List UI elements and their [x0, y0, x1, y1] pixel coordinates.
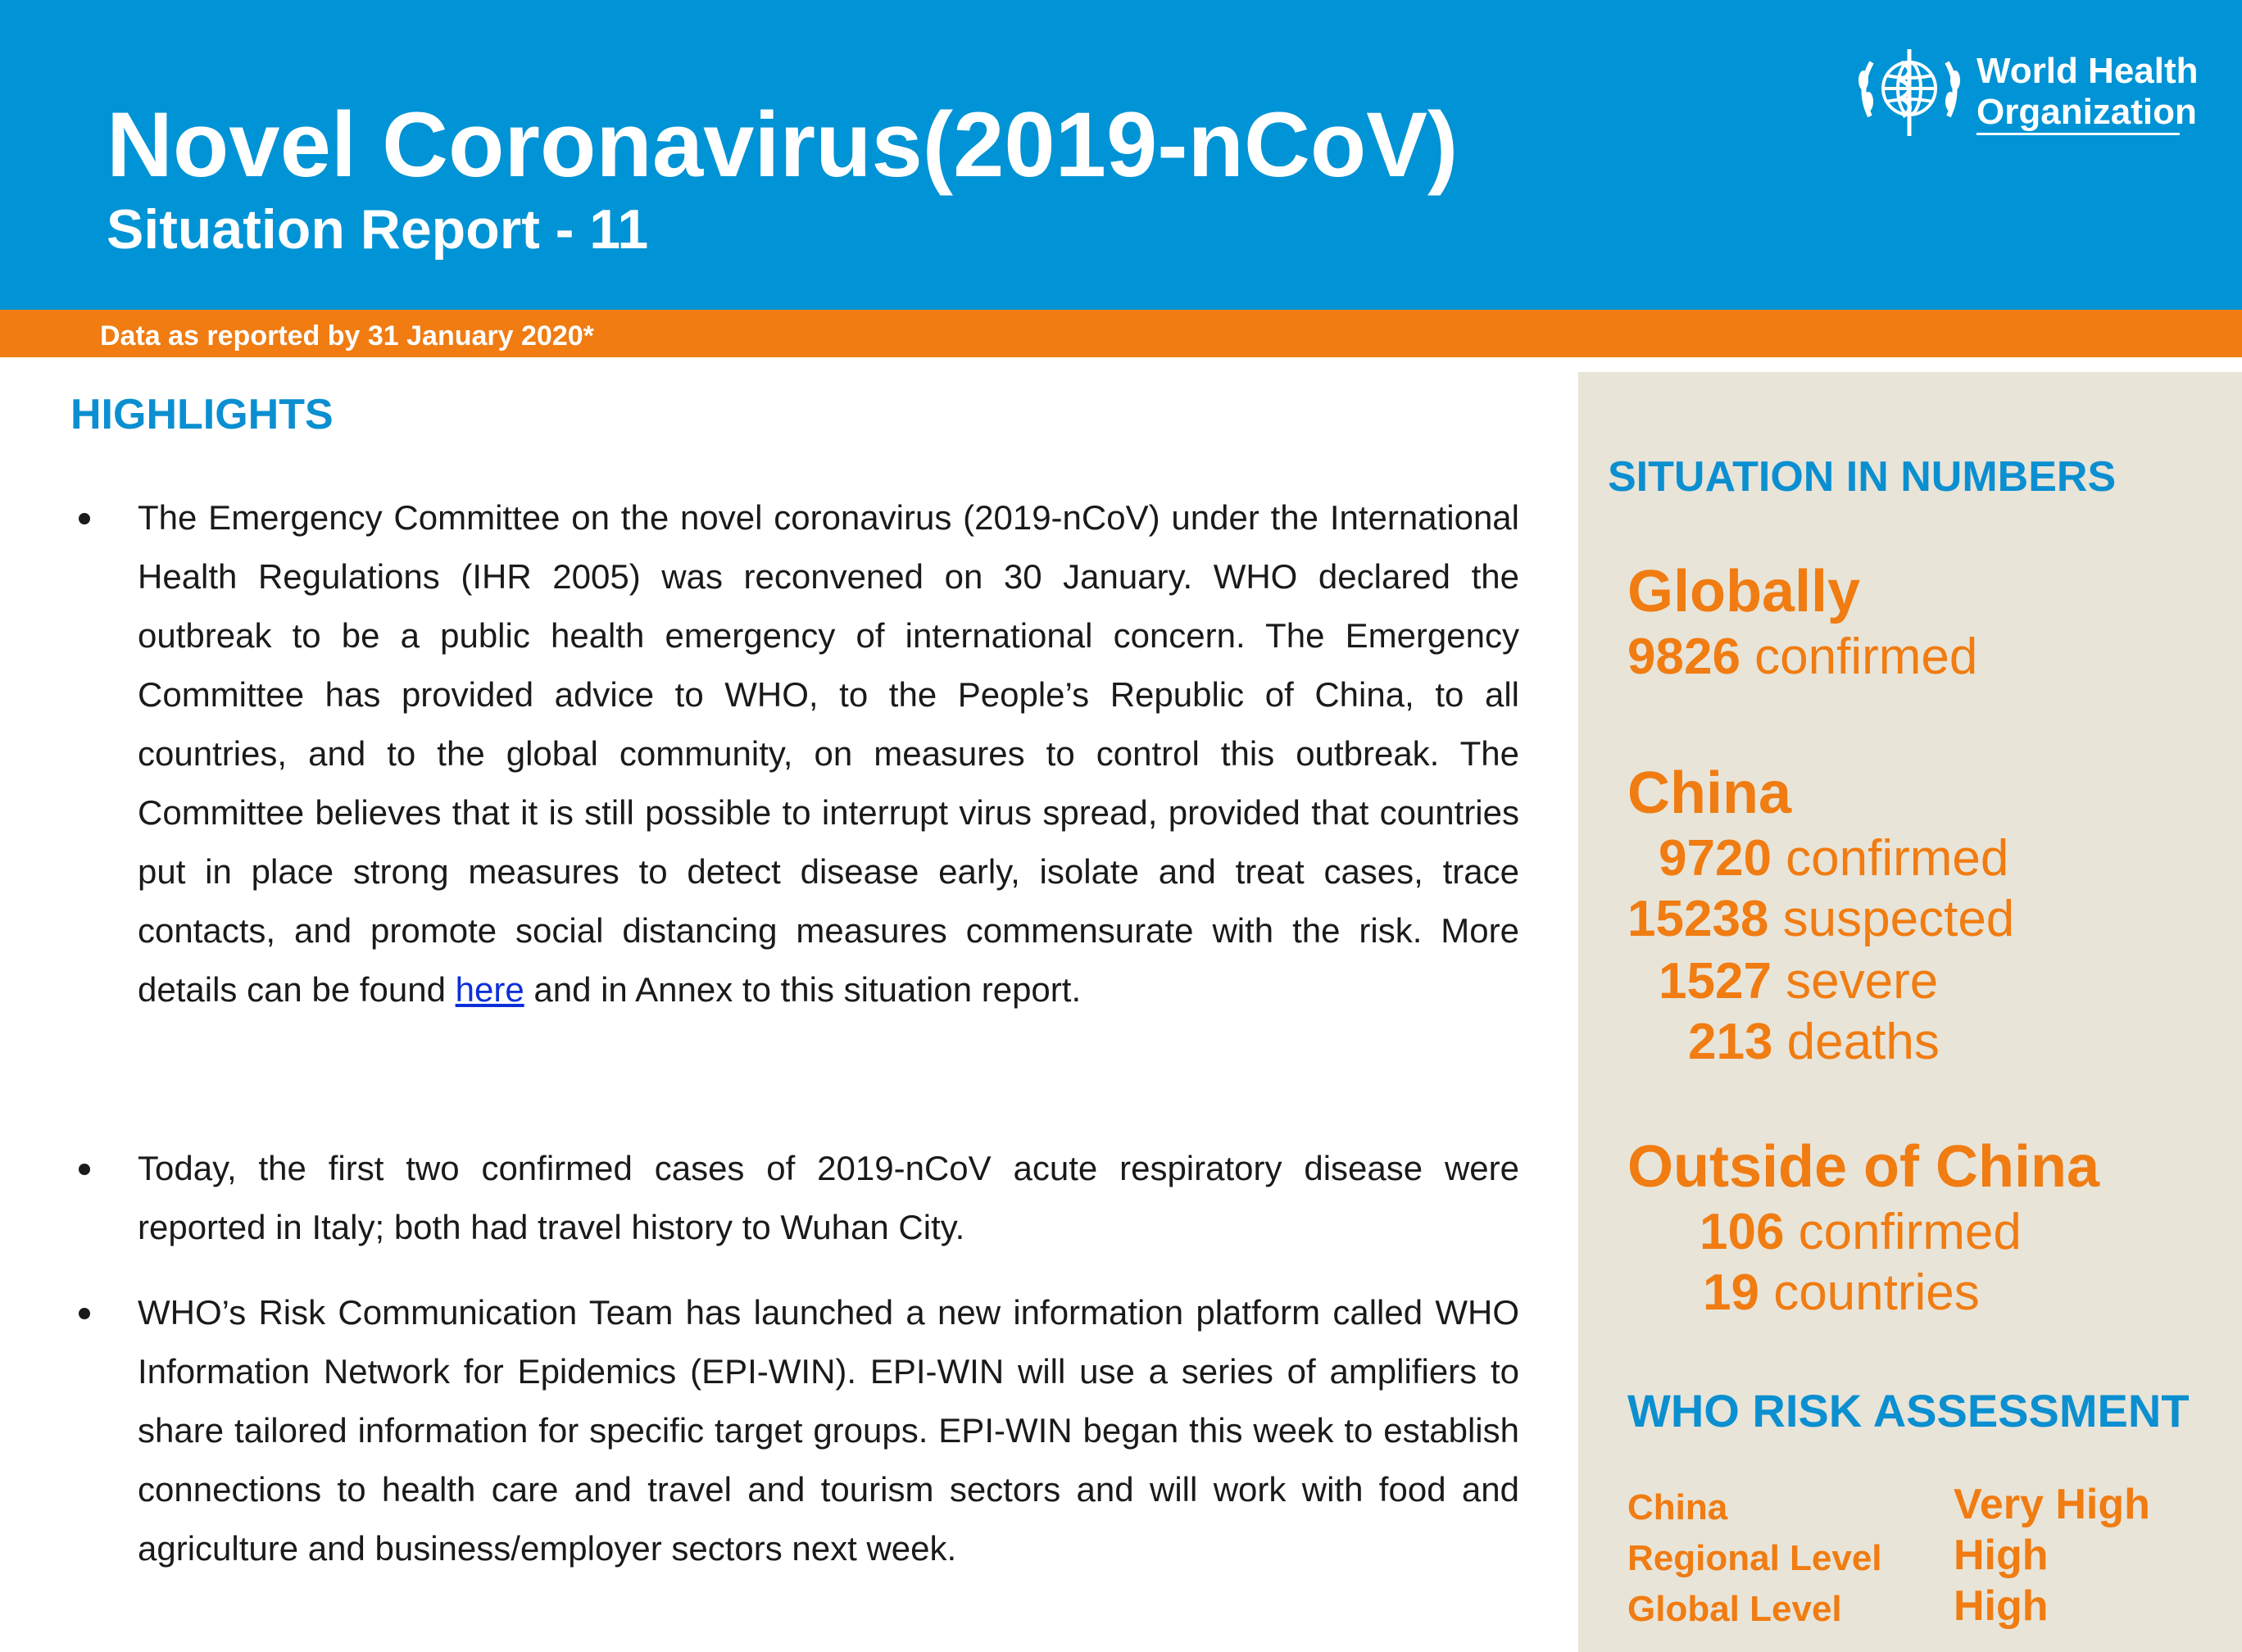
outside-confirmed	[1700, 1203, 2022, 1262]
china-confirmed-label: confirmed	[1771, 830, 2009, 887]
china-suspected	[1627, 890, 2014, 949]
who-logo-text	[1976, 51, 2199, 133]
china-severe-label: severe	[1771, 953, 1939, 1010]
risk-label-regional: Regional Level	[1627, 1538, 1882, 1578]
bullet-icon	[79, 1308, 90, 1319]
bullet-icon	[79, 513, 90, 524]
china-deaths	[1688, 1013, 1940, 1072]
logo-line-1: World Health	[1976, 51, 2199, 91]
china-severe	[1659, 952, 1938, 1011]
outside-countries	[1703, 1264, 1980, 1323]
outside-china-heading: Outside of China	[1627, 1134, 2099, 1200]
highlight-1-text-end: and in Annex to this situation report.	[524, 970, 1082, 1009]
risk-level-global: High	[1954, 1582, 2049, 1630]
data-date-note: Data as reported by 31 January 2020*	[100, 320, 594, 352]
global-confirmed	[1627, 628, 1977, 687]
outside-countries-value: 19	[1703, 1264, 1759, 1321]
global-confirmed-label: confirmed	[1740, 629, 1978, 685]
outside-confirmed-value: 106	[1700, 1204, 1785, 1260]
risk-assessment-heading: WHO RISK ASSESSMENT	[1627, 1385, 2190, 1436]
china-deaths-value: 213	[1688, 1014, 1773, 1070]
outside-confirmed-label: confirmed	[1784, 1204, 2022, 1260]
risk-level-china: Very High	[1954, 1481, 2150, 1528]
global-confirmed-value: 9826	[1627, 629, 1740, 685]
who-logo[interactable]	[1852, 38, 2199, 144]
risk-label-global: Global Level	[1627, 1589, 1842, 1629]
risk-level-regional: High	[1954, 1532, 2049, 1579]
china-confirmed	[1659, 829, 2008, 888]
china-severe-value: 1527	[1659, 953, 1772, 1010]
logo-underline	[1976, 133, 2180, 135]
risk-label-china: China	[1627, 1487, 1728, 1527]
china-suspected-value: 15238	[1627, 891, 1769, 947]
report-title: Novel Coronavirus(2019-nCoV)	[107, 93, 1459, 196]
china-suspected-label: suspected	[1768, 891, 2015, 947]
highlight-item-1	[138, 488, 1519, 1019]
outside-countries-label: countries	[1759, 1264, 1980, 1321]
highlight-item-3: WHO’s Risk Communication Team has launched a new information platform called WHO Information Network for Epidemics (EPI-WIN). EPI-WIN will use a series of amplifiers to share tailored information for specific target groups. EPI-WIN began this week to establish connections to health care and travel and tourism sectors and will work with food and agriculture and business/employer sectors next week.	[138, 1293, 1519, 1568]
china-confirmed-value: 9720	[1659, 830, 1772, 887]
who-emblem-icon	[1852, 38, 1967, 144]
highlights-heading: HIGHLIGHTS	[70, 391, 334, 438]
bullet-icon	[79, 1164, 90, 1175]
logo-line-2: Organization	[1976, 92, 2197, 132]
china-heading: China	[1627, 760, 1792, 826]
here-link[interactable]: here	[455, 970, 524, 1009]
highlight-1-text: The Emergency Committee on the novel coronavirus (2019-nCoV) under the International Health Regulations (IHR 2005) was reconvened on 30 January. WHO declared the outbreak to be a public health emergency of international concern. The Emergency Committee has provided advice to WHO, to the People’s Republic of China, to all countries, and to the global community, on measures to control this outbreak. The Committee believes that it is still possible to interrupt virus spread, provided that countries put in place strong measures to detect disease early, isolate and treat cases, trace contacts, and promote social distancing measures commensurate with the risk. More details can be found	[138, 498, 1519, 1009]
report-subtitle: Situation Report - 11	[107, 198, 649, 261]
globally-heading: Globally	[1627, 559, 1861, 624]
situation-numbers-heading: SITUATION IN NUMBERS	[1608, 453, 2117, 501]
highlight-item-2: Today, the first two confirmed cases of 2019-nCoV acute respiratory disease were reported in Italy; both had travel history to Wuhan City.	[138, 1149, 1519, 1246]
china-deaths-label: deaths	[1772, 1014, 1940, 1070]
